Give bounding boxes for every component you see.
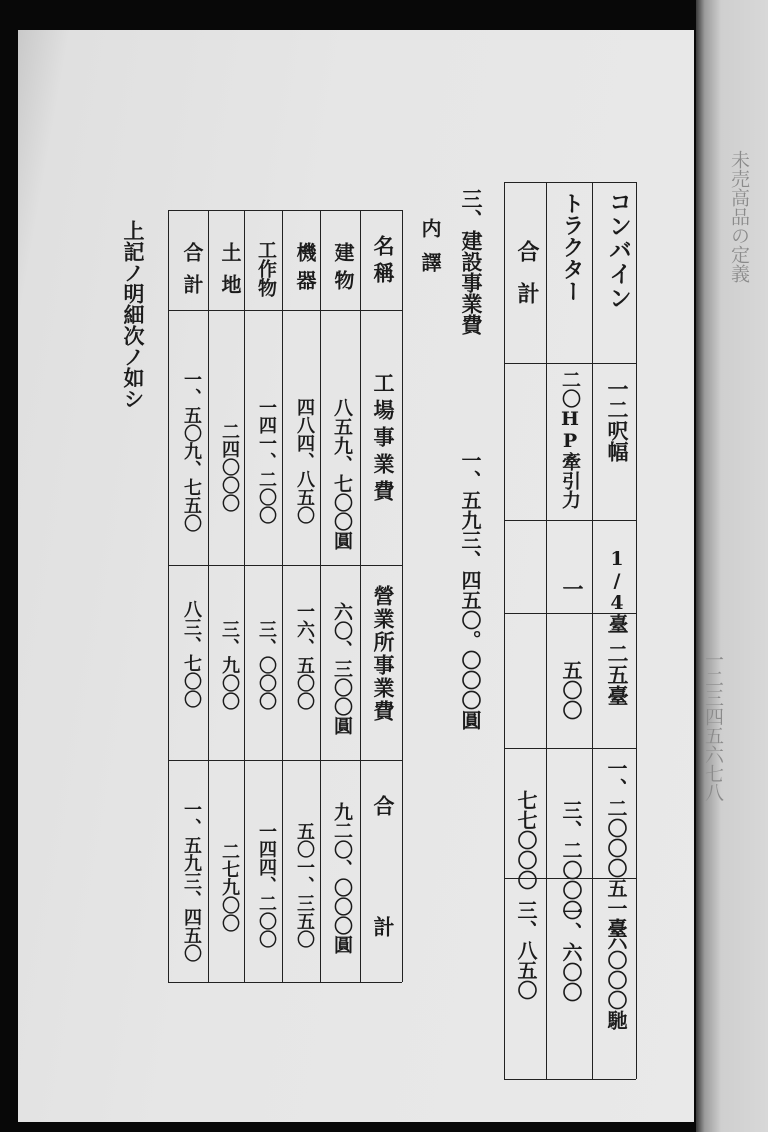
row-structures-office: 三、〇〇〇 <box>256 620 277 710</box>
upper-row-1-amount: 一、二〇〇〇五一臺 <box>604 758 628 938</box>
adjacent-page-text-1: 未売高品の定義 <box>728 150 750 283</box>
adjacent-page-strip <box>696 0 768 1132</box>
row-total-total: 一、五九三、四五〇 <box>181 800 202 962</box>
upper-row-2-amount: 三、二〇〇〇 <box>559 800 583 920</box>
header-factory: 工場事業費 <box>371 372 396 507</box>
upper-row-1-qty: 一 <box>560 578 585 599</box>
row-buildings-total: 九二〇、〇〇〇圓 <box>331 802 353 954</box>
row-machinery-factory: 四八四、八五〇 <box>294 398 315 524</box>
row-total-name: 合計 <box>180 242 204 306</box>
upper-row-2-total: 一、六〇〇 <box>559 902 583 1002</box>
adjacent-page-text-2: 一二三四五六七八 <box>702 650 724 802</box>
row-structures-factory: 一四一、二〇〇 <box>256 398 277 524</box>
upper-row-2-name: トラクター <box>559 192 585 302</box>
upper-row-2-qty: 1/4臺 <box>606 548 628 633</box>
row-structures-name: 工作物 <box>255 240 277 297</box>
row-machinery-office: 一六、五〇〇 <box>294 602 315 710</box>
upper-total-sum: 三、八五〇 <box>514 900 538 1000</box>
row-machinery-total: 五〇一、三五〇 <box>294 822 315 948</box>
row-land-total: 二七九〇〇 <box>219 842 240 932</box>
row-buildings-factory: 八五九、七〇〇圓 <box>331 398 353 550</box>
row-machinery-name: 機器 <box>293 242 317 298</box>
row-land-office: 三、九〇〇 <box>219 620 240 710</box>
footer-note: 上記ノ明細次ノ如シ <box>121 220 146 409</box>
breakdown-label: 内譯 <box>418 218 442 286</box>
upper-row-1-spec: 一二呎幅 <box>605 378 630 462</box>
row-total-factory: 一、五〇九、七五〇 <box>181 370 202 532</box>
row-land-factory: 二四〇〇〇 <box>219 422 240 512</box>
row-buildings-name: 建物 <box>331 242 355 298</box>
row-buildings-office: 六〇、三〇〇圓 <box>331 602 353 735</box>
upper-row-2-spec: 二〇HP牽引力 <box>559 370 581 509</box>
upper-total-label: 合計 <box>514 240 540 324</box>
upper-row-1-total: 六〇〇〇馳 <box>604 930 628 1030</box>
upper-row-1-unit-price: 一二五臺 <box>605 622 630 706</box>
row-total-office: 八三、七〇〇 <box>181 600 202 708</box>
row-land-name: 土地 <box>218 242 242 306</box>
upper-row-1-name: コンバイン <box>605 190 632 310</box>
header-name: 名稱 <box>371 235 396 289</box>
row-structures-total: 一四四、二〇〇 <box>256 822 277 948</box>
section-amount: 一、五九三、四五〇。〇〇〇圓 <box>458 450 482 730</box>
header-total: 合計 <box>371 795 396 1037</box>
section-heading: 三、建設事業費 <box>459 188 484 335</box>
upper-row-2-unit-price: 五〇〇 <box>559 660 583 720</box>
upper-total-amount: 七七〇〇〇 <box>514 790 538 890</box>
header-office: 營業所事業費 <box>371 585 396 723</box>
document-page <box>18 30 694 1122</box>
